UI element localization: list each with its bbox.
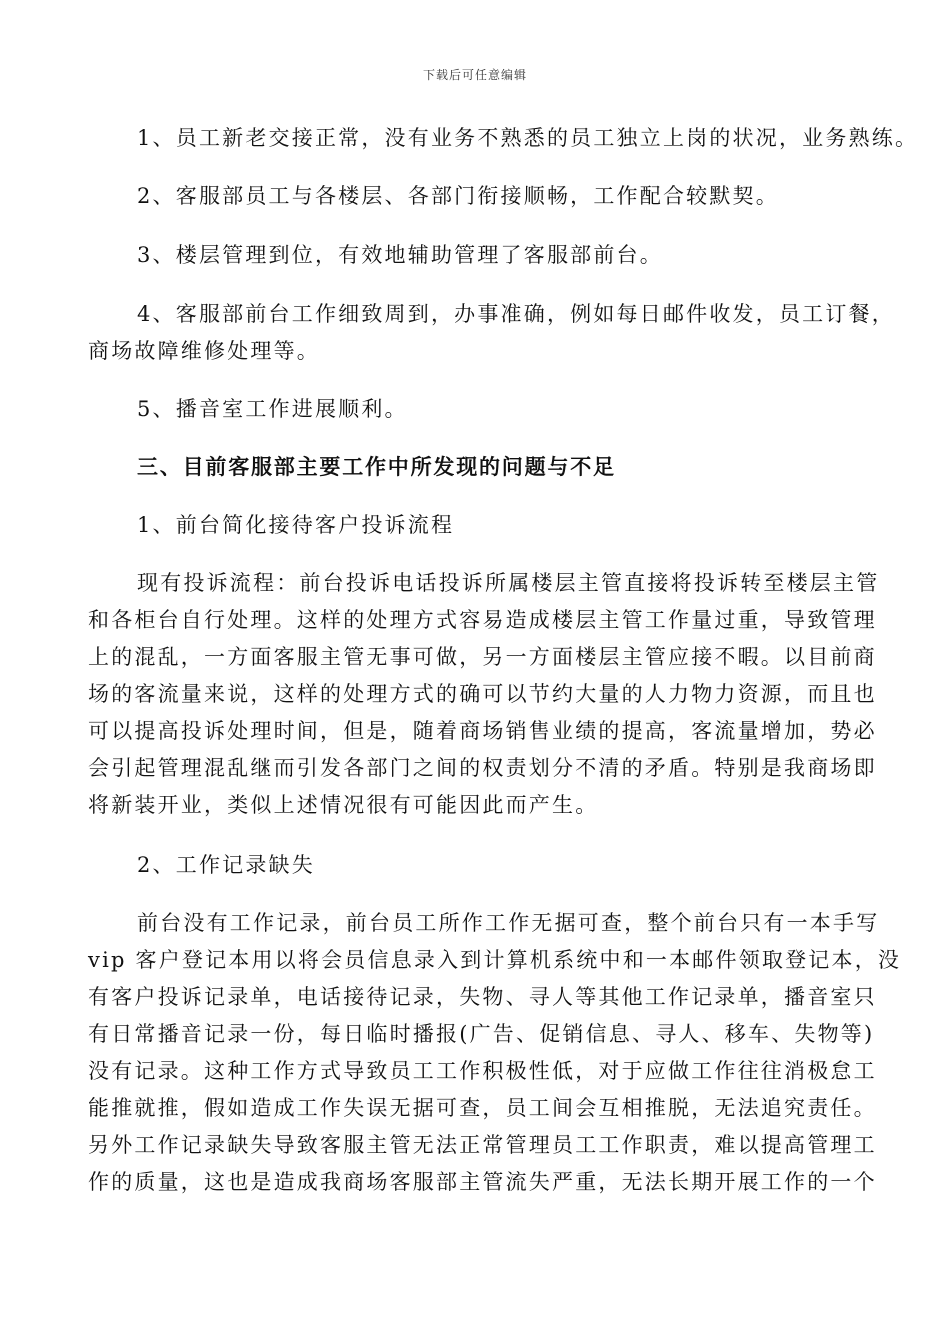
paragraph-2-line: 有日常播音记录一份，每日临时播报(广告、促销信息、寻人、移车、失物等): [88, 1022, 875, 1046]
section-heading: 三、目前客服部主要工作中所发现的问题与不足: [137, 454, 616, 479]
subheading-1: 1、前台简化接待客户投诉流程: [137, 513, 455, 537]
list-item-1: 1、员工新老交接正常，没有业务不熟悉的员工独立上岗的状况，业务熟练。: [137, 126, 919, 150]
paragraph-1-line: 和各柜台自行处理。这样的处理方式容易造成楼层主管工作量过重，导致管理: [88, 608, 877, 632]
list-item-5: 5、播音室工作进展顺利。: [137, 397, 408, 421]
paragraph-2-line: 另外工作记录缺失导致客服主管无法正常管理员工工作职责，难以提高管理工: [88, 1133, 877, 1157]
paragraph-1-line: 现有投诉流程：前台投诉电话投诉所属楼层主管直接将投诉转至楼层主管: [137, 571, 880, 595]
header-note: 下载后可任意编辑: [422, 68, 527, 82]
list-item-4-line-1: 4、客服部前台工作细致周到，办事准确，例如每日邮件收发，员工订餐，: [137, 302, 895, 326]
list-item-4-line-2: 商场故障维修处理等。: [88, 339, 320, 363]
paragraph-2-line: 前台没有工作记录，前台员工所作工作无据可查，整个前台只有一本手写: [137, 911, 880, 935]
paragraph-1-line: 会引起管理混乱继而引发各部门之间的权责划分不清的矛盾。特别是我商场即: [88, 756, 877, 780]
paragraph-1-line: 场的客流量来说，这样的处理方式的确可以节约大量的人力物力资源，而且也: [88, 682, 877, 706]
paragraph-2-line: 作的质量，这也是造成我商场客服部主管流失严重，无法长期开展工作的一个: [88, 1170, 877, 1194]
list-item-3: 3、楼层管理到位，有效地辅助管理了客服部前台。: [137, 243, 663, 267]
paragraph-2-line: vip 客户登记本用以将会员信息录入到计算机系统中和一本邮件领取登记本，没: [88, 948, 902, 972]
paragraph-1-line: 上的混乱，一方面客服主管无事可做，另一方面楼层主管应接不暇。以目前商: [88, 645, 877, 669]
list-item-2: 2、客服部员工与各楼层、各部门衔接顺畅，工作配合较默契。: [137, 184, 779, 208]
paragraph-2-line: 没有记录。这种工作方式导致员工工作积极性低，对于应做工作往往消极怠工: [88, 1059, 877, 1083]
paragraph-2-line: 有客户投诉记录单，电话接待记录，失物、寻人等其他工作记录单，播音室只: [88, 985, 877, 1009]
paragraph-1-line: 将新装开业，类似上述情况很有可能因此而产生。: [88, 793, 599, 817]
subheading-2: 2、工作记录缺失: [137, 853, 315, 877]
paragraph-1-line: 可以提高投诉处理时间，但是，随着商场销售业绩的提高，客流量增加，势必: [88, 719, 877, 743]
paragraph-2-line: 能推就推，假如造成工作失误无据可查，员工间会互相推脱，无法追究责任。: [88, 1096, 877, 1120]
